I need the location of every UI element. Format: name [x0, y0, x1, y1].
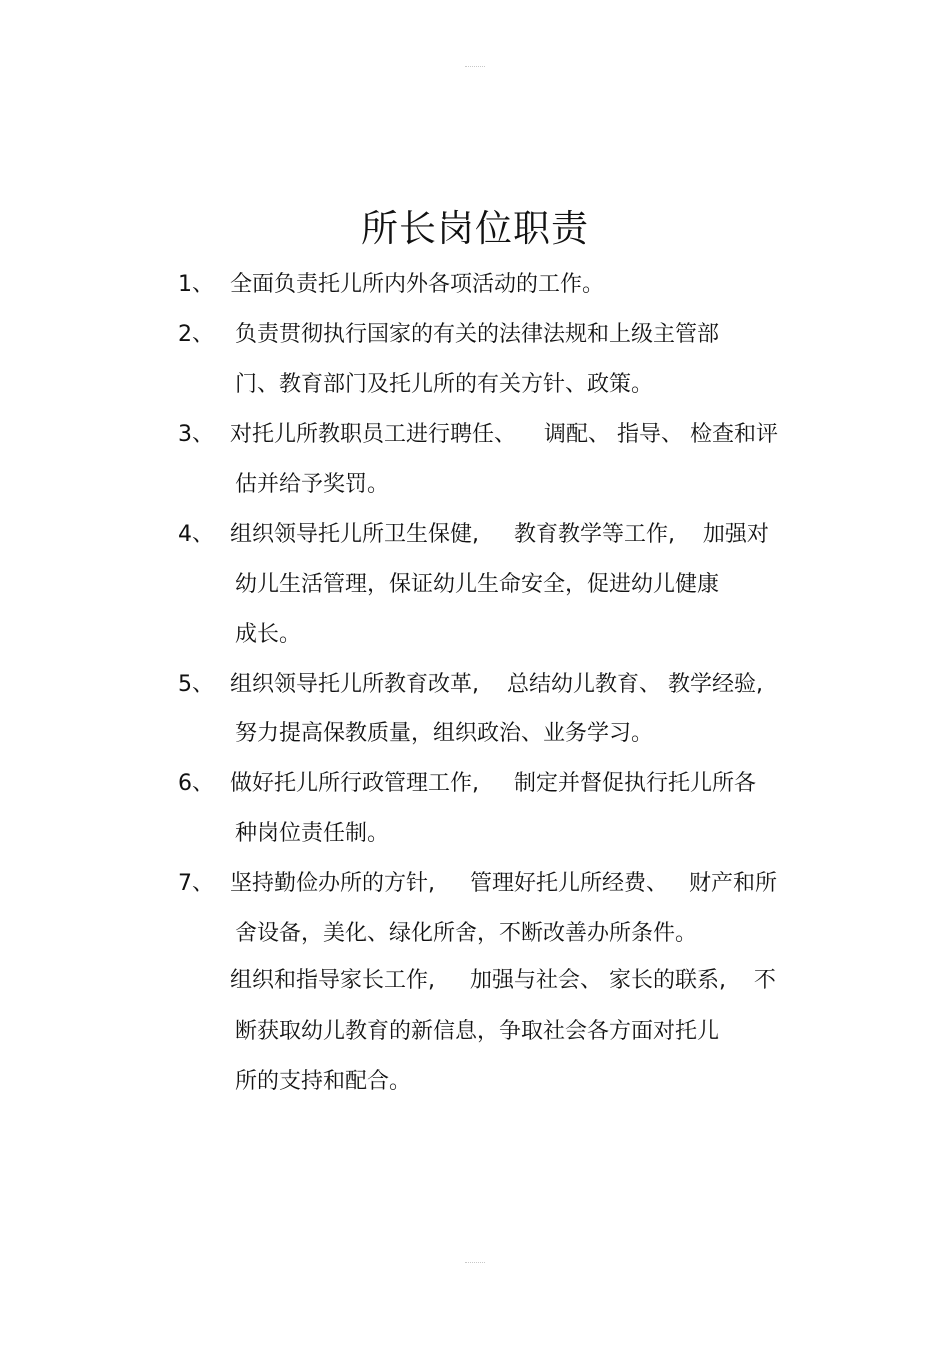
item-number: 3、 — [178, 422, 214, 447]
item-line: 舍设备，美化、绿化所舍，不断改善办所条件。 — [235, 921, 698, 946]
item-number: 7、 — [178, 871, 214, 896]
header-mark — [465, 66, 485, 69]
item-number: 1、 — [178, 272, 214, 297]
item-line: 种岗位责任制。 — [235, 821, 390, 846]
item-line: 成长。 — [235, 622, 302, 647]
item-line: 对托儿所教职员工进行聘任、 调配、 指导、 检查和评 — [230, 422, 778, 447]
item-number: 5、 — [178, 672, 214, 697]
item-line: 全面负责托儿所内外各项活动的工作。 — [230, 272, 605, 297]
item-line: 坚持勤俭办所的方针, 管理好托儿所经费、 财产和所 — [230, 871, 777, 896]
item-line: 门、教育部门及托儿所的有关方针、政策。 — [235, 372, 654, 397]
item-line: 组织领导托儿所卫生保健, 教育教学等工作, 加强对 — [230, 522, 769, 547]
item-number: 6、 — [178, 771, 214, 796]
extra-line: 断获取幼儿教育的新信息，争取社会各方面对托儿 — [235, 1019, 720, 1044]
item-line: 组织领导托儿所教育改革, 总结幼儿教育、 教学经验, — [230, 672, 763, 697]
item-line: 幼儿生活管理，保证幼儿生命安全，促进幼儿健康 — [235, 572, 720, 597]
extra-line: 所的支持和配合。 — [235, 1069, 412, 1094]
item-line: 负责贯彻执行国家的有关的法律法规和上级主管部 — [235, 322, 720, 347]
item-number: 4、 — [178, 522, 214, 547]
item-line: 做好托儿所行政管理工作, 制定并督促执行托儿所各 — [230, 771, 756, 796]
item-number: 2、 — [178, 322, 214, 347]
item-line: 努力提高保教质量，组织政治、业务学习。 — [235, 721, 654, 746]
extra-line: 组织和指导家长工作, 加强与社会、 家长的联系, 不 — [230, 968, 776, 993]
footer-mark — [465, 1262, 485, 1265]
item-line: 估并给予奖罚。 — [235, 472, 390, 497]
page-title: 所长岗位职责 — [361, 207, 589, 250]
